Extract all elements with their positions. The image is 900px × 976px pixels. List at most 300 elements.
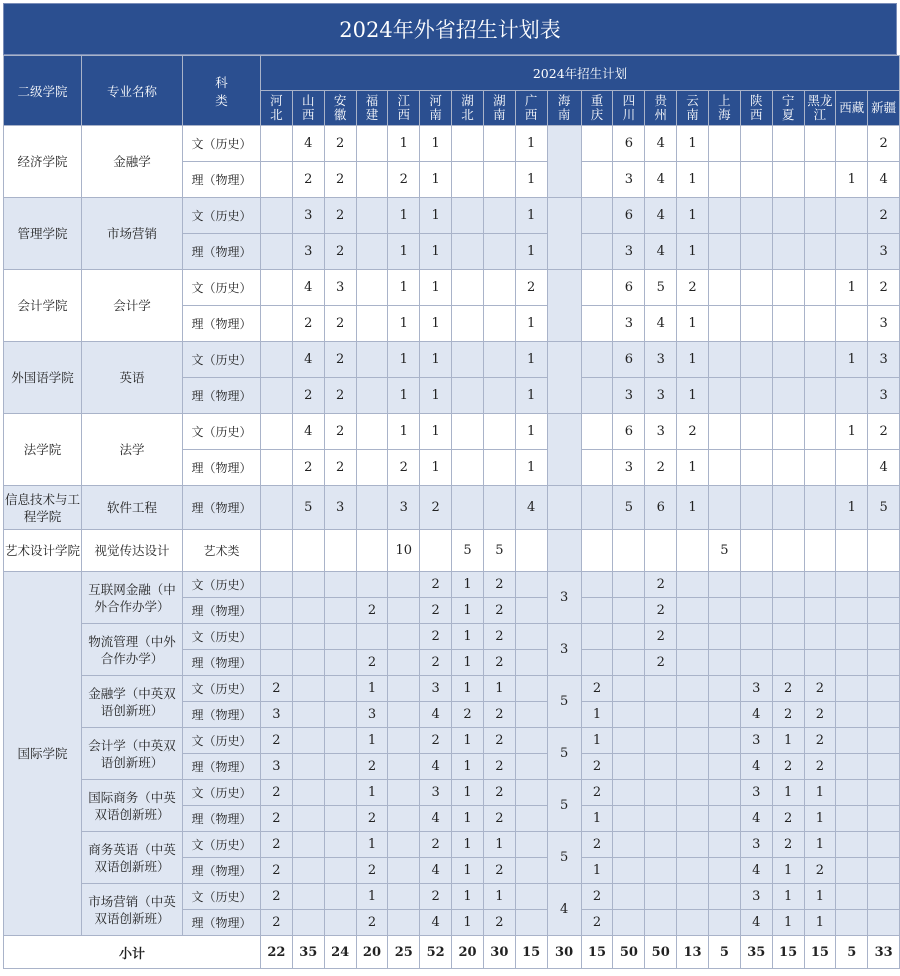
value-cell (740, 486, 772, 530)
table-row (4, 832, 900, 858)
value-cell: 2 (420, 598, 452, 624)
value-cell: 4 (740, 910, 772, 936)
subject-cell: 理（物理） (183, 702, 261, 728)
value-cell (645, 530, 677, 572)
total-value-cell: 33 (868, 936, 900, 969)
value-cell: 2 (804, 676, 836, 702)
value-cell: 3 (613, 450, 645, 486)
subject-cell: 理（物理） (183, 650, 261, 676)
value-cell (708, 234, 740, 270)
value-cell: 2 (868, 414, 900, 450)
value-cell (836, 780, 868, 806)
total-value-cell: 15 (515, 936, 547, 969)
value-cell (677, 728, 709, 754)
table-row (4, 414, 900, 450)
value-cell (708, 728, 740, 754)
value-cell: 2 (645, 650, 677, 676)
subject-cell: 理（物理） (183, 162, 261, 198)
value-cell (324, 572, 356, 598)
value-cell (452, 414, 484, 450)
value-cell: 1 (804, 832, 836, 858)
value-cell (772, 598, 804, 624)
value-cell: 1 (836, 342, 868, 378)
value-cell: 2 (324, 342, 356, 378)
value-cell (515, 624, 547, 650)
value-cell: 3 (868, 234, 900, 270)
value-cell: 3 (868, 378, 900, 414)
value-cell (261, 450, 293, 486)
value-cell: 5 (868, 486, 900, 530)
province-header: 福 建 (356, 91, 388, 126)
subject-cell: 理（物理） (183, 306, 261, 342)
value-cell: 2 (581, 910, 613, 936)
value-cell (868, 650, 900, 676)
value-cell: 2 (292, 450, 324, 486)
value-cell: 1 (677, 234, 709, 270)
plan-table-page (3, 3, 897, 969)
value-cell: 2 (581, 780, 613, 806)
value-cell: 3 (324, 270, 356, 306)
value-cell: 2 (292, 162, 324, 198)
value-cell: 2 (356, 598, 388, 624)
major-cell: 会计学（中英双语创新班） (82, 728, 183, 780)
value-cell (804, 530, 836, 572)
value-cell (645, 806, 677, 832)
value-cell (740, 306, 772, 342)
value-cell: 6 (613, 126, 645, 162)
value-cell (740, 162, 772, 198)
major-cell: 软件工程 (82, 486, 183, 530)
value-cell (388, 598, 420, 624)
value-cell (581, 414, 613, 450)
value-cell (292, 754, 324, 780)
value-cell (708, 162, 740, 198)
value-cell: 6 (613, 198, 645, 234)
subject-cell: 文（历史） (183, 884, 261, 910)
value-cell (708, 884, 740, 910)
value-cell (677, 754, 709, 780)
value-cell (836, 858, 868, 884)
value-cell: 1 (515, 234, 547, 270)
value-cell (804, 624, 836, 650)
value-cell (708, 126, 740, 162)
table-row (4, 486, 900, 530)
value-cell (708, 806, 740, 832)
value-cell (836, 624, 868, 650)
value-cell: 1 (836, 486, 868, 530)
value-cell: 2 (420, 650, 452, 676)
value-cell (836, 754, 868, 780)
value-cell (613, 806, 645, 832)
value-cell (804, 306, 836, 342)
value-cell: 1 (420, 126, 452, 162)
province-header: 云 南 (677, 91, 709, 126)
hainan-cell: 5 (547, 676, 581, 728)
hainan-cell: 5 (547, 832, 581, 884)
value-cell (804, 162, 836, 198)
value-cell (740, 624, 772, 650)
subject-cell: 文（历史） (183, 624, 261, 650)
major-cell: 市场营销 (82, 198, 183, 270)
value-cell (292, 650, 324, 676)
province-header: 重 庆 (581, 91, 613, 126)
value-cell (868, 598, 900, 624)
value-cell (452, 306, 484, 342)
subject-cell: 理（物理） (183, 910, 261, 936)
value-cell: 2 (483, 910, 515, 936)
value-cell: 1 (388, 234, 420, 270)
value-cell (356, 414, 388, 450)
value-cell: 2 (483, 702, 515, 728)
value-cell: 1 (772, 884, 804, 910)
value-cell (581, 530, 613, 572)
value-cell (645, 728, 677, 754)
value-cell: 2 (677, 270, 709, 306)
value-cell (261, 198, 293, 234)
value-cell: 1 (483, 676, 515, 702)
value-cell (645, 832, 677, 858)
value-cell: 1 (420, 450, 452, 486)
value-cell: 1 (452, 650, 484, 676)
value-cell: 2 (356, 806, 388, 832)
value-cell: 3 (420, 780, 452, 806)
value-cell: 1 (388, 270, 420, 306)
value-cell: 2 (324, 378, 356, 414)
value-cell (645, 910, 677, 936)
value-cell (292, 780, 324, 806)
value-cell: 1 (515, 414, 547, 450)
value-cell: 5 (708, 530, 740, 572)
value-cell (324, 858, 356, 884)
value-cell (261, 486, 293, 530)
subject-cell: 理（物理） (183, 486, 261, 530)
major-cell: 会计学 (82, 270, 183, 342)
value-cell (292, 806, 324, 832)
value-cell: 3 (645, 378, 677, 414)
value-cell: 3 (613, 306, 645, 342)
header-plan-group: 2024年招生计划 (261, 56, 900, 91)
value-cell: 3 (740, 832, 772, 858)
value-cell (356, 624, 388, 650)
value-cell (868, 624, 900, 650)
value-cell: 3 (261, 702, 293, 728)
value-cell (515, 676, 547, 702)
value-cell: 10 (388, 530, 420, 572)
table-row (4, 530, 900, 572)
value-cell (804, 598, 836, 624)
value-cell: 2 (804, 702, 836, 728)
value-cell (804, 650, 836, 676)
value-cell (324, 728, 356, 754)
value-cell: 2 (324, 306, 356, 342)
table-row (4, 270, 900, 306)
value-cell: 2 (645, 624, 677, 650)
value-cell (388, 650, 420, 676)
value-cell (868, 728, 900, 754)
value-cell (836, 450, 868, 486)
value-cell: 2 (324, 198, 356, 234)
value-cell (356, 198, 388, 234)
value-cell (452, 234, 484, 270)
total-value-cell: 22 (261, 936, 293, 969)
value-cell (677, 676, 709, 702)
value-cell: 1 (772, 780, 804, 806)
value-cell: 2 (324, 414, 356, 450)
value-cell (515, 832, 547, 858)
value-cell: 1 (515, 198, 547, 234)
value-cell (836, 234, 868, 270)
value-cell (515, 910, 547, 936)
table-row (4, 676, 900, 702)
value-cell: 4 (645, 162, 677, 198)
value-cell (613, 832, 645, 858)
enrollment-plan-table (3, 55, 900, 969)
value-cell (804, 378, 836, 414)
value-cell: 1 (772, 858, 804, 884)
value-cell (388, 728, 420, 754)
value-cell (708, 910, 740, 936)
college-cell: 经济学院 (4, 126, 82, 198)
subject-cell: 理（物理） (183, 858, 261, 884)
value-cell (292, 676, 324, 702)
value-cell (356, 306, 388, 342)
value-cell: 1 (356, 728, 388, 754)
value-cell (324, 780, 356, 806)
table-row (4, 572, 900, 598)
value-cell (677, 806, 709, 832)
province-header: 黑龙 江 (804, 91, 836, 126)
province-header: 山 西 (292, 91, 324, 126)
value-cell: 5 (613, 486, 645, 530)
value-cell (613, 650, 645, 676)
value-cell: 2 (261, 676, 293, 702)
value-cell: 6 (645, 486, 677, 530)
value-cell (292, 910, 324, 936)
value-cell: 1 (772, 728, 804, 754)
value-cell (515, 702, 547, 728)
value-cell (261, 572, 293, 598)
value-cell (836, 832, 868, 858)
value-cell: 2 (420, 572, 452, 598)
value-cell: 2 (804, 754, 836, 780)
value-cell: 4 (515, 486, 547, 530)
value-cell (515, 858, 547, 884)
value-cell (772, 572, 804, 598)
value-cell (613, 910, 645, 936)
value-cell (836, 572, 868, 598)
value-cell (772, 486, 804, 530)
value-cell (483, 450, 515, 486)
value-cell (708, 702, 740, 728)
value-cell (356, 572, 388, 598)
major-cell: 视觉传达设计 (82, 530, 183, 572)
value-cell: 5 (483, 530, 515, 572)
value-cell (740, 234, 772, 270)
value-cell: 1 (420, 162, 452, 198)
value-cell: 1 (581, 806, 613, 832)
value-cell (613, 780, 645, 806)
value-cell: 1 (388, 126, 420, 162)
value-cell (772, 378, 804, 414)
value-cell: 3 (645, 342, 677, 378)
value-cell (388, 780, 420, 806)
value-cell (261, 414, 293, 450)
value-cell: 1 (836, 270, 868, 306)
value-cell: 1 (452, 832, 484, 858)
value-cell (836, 530, 868, 572)
value-cell (261, 378, 293, 414)
value-cell (324, 650, 356, 676)
value-cell (740, 598, 772, 624)
value-cell (292, 832, 324, 858)
value-cell (740, 378, 772, 414)
value-cell (708, 780, 740, 806)
value-cell: 2 (772, 702, 804, 728)
value-cell: 1 (515, 450, 547, 486)
value-cell (483, 378, 515, 414)
value-cell (515, 754, 547, 780)
value-cell: 1 (804, 910, 836, 936)
value-cell: 2 (483, 754, 515, 780)
value-cell (292, 858, 324, 884)
value-cell: 1 (677, 378, 709, 414)
value-cell (868, 780, 900, 806)
value-cell: 2 (324, 126, 356, 162)
value-cell (452, 342, 484, 378)
value-cell (677, 884, 709, 910)
value-cell: 1 (677, 198, 709, 234)
value-cell: 1 (356, 832, 388, 858)
subject-cell: 文（历史） (183, 572, 261, 598)
value-cell (708, 450, 740, 486)
value-cell (388, 702, 420, 728)
value-cell (740, 198, 772, 234)
value-cell: 1 (515, 378, 547, 414)
major-cell: 国际商务（中英双语创新班） (82, 780, 183, 832)
value-cell: 2 (292, 306, 324, 342)
subject-cell: 文（历史） (183, 342, 261, 378)
province-header: 陕 西 (740, 91, 772, 126)
value-cell: 1 (420, 342, 452, 378)
college-cell: 法学院 (4, 414, 82, 486)
table-row (4, 126, 900, 162)
value-cell: 4 (420, 702, 452, 728)
value-cell (515, 650, 547, 676)
value-cell: 1 (677, 450, 709, 486)
value-cell (772, 342, 804, 378)
value-cell (772, 270, 804, 306)
value-cell (613, 702, 645, 728)
subject-cell: 理（物理） (183, 754, 261, 780)
value-cell: 3 (292, 198, 324, 234)
college-cell: 国际学院 (4, 572, 82, 936)
value-cell: 1 (483, 832, 515, 858)
value-cell: 1 (388, 306, 420, 342)
value-cell: 4 (292, 270, 324, 306)
value-cell (483, 270, 515, 306)
value-cell (836, 126, 868, 162)
value-cell: 1 (420, 306, 452, 342)
value-cell (581, 450, 613, 486)
value-cell: 3 (324, 486, 356, 530)
hainan-cell (547, 126, 581, 198)
value-cell: 1 (677, 162, 709, 198)
province-header: 广 西 (515, 91, 547, 126)
subject-cell: 文（历史） (183, 126, 261, 162)
value-cell (452, 126, 484, 162)
value-cell: 4 (868, 162, 900, 198)
value-cell: 4 (645, 234, 677, 270)
value-cell (452, 198, 484, 234)
total-value-cell: 15 (772, 936, 804, 969)
value-cell: 3 (613, 378, 645, 414)
value-cell: 2 (261, 780, 293, 806)
value-cell (645, 780, 677, 806)
value-cell: 1 (804, 884, 836, 910)
value-cell (677, 650, 709, 676)
value-cell (708, 676, 740, 702)
college-cell: 外国语学院 (4, 342, 82, 414)
value-cell: 2 (261, 858, 293, 884)
value-cell (740, 342, 772, 378)
value-cell (388, 884, 420, 910)
value-cell (515, 780, 547, 806)
value-cell (708, 598, 740, 624)
value-cell (708, 198, 740, 234)
value-cell (581, 126, 613, 162)
value-cell: 1 (420, 414, 452, 450)
value-cell: 2 (772, 676, 804, 702)
total-value-cell: 35 (292, 936, 324, 969)
value-cell (420, 530, 452, 572)
value-cell (677, 780, 709, 806)
value-cell (677, 702, 709, 728)
subject-cell: 文（历史） (183, 414, 261, 450)
major-cell: 金融学（中英双语创新班） (82, 676, 183, 728)
table-title: 2024年外省招生计划表 (3, 3, 897, 55)
subject-cell: 理（物理） (183, 234, 261, 270)
value-cell: 3 (740, 780, 772, 806)
total-value-cell: 15 (804, 936, 836, 969)
total-value-cell: 20 (452, 936, 484, 969)
value-cell (708, 650, 740, 676)
value-cell: 1 (452, 572, 484, 598)
value-cell (388, 858, 420, 884)
value-cell (772, 162, 804, 198)
hainan-cell (547, 198, 581, 270)
value-cell (324, 754, 356, 780)
value-cell: 6 (613, 342, 645, 378)
value-cell: 1 (581, 858, 613, 884)
value-cell: 1 (388, 198, 420, 234)
value-cell: 1 (677, 306, 709, 342)
value-cell (677, 598, 709, 624)
value-cell: 2 (868, 270, 900, 306)
value-cell (708, 270, 740, 306)
value-cell: 2 (677, 414, 709, 450)
value-cell: 1 (356, 676, 388, 702)
value-cell: 2 (772, 832, 804, 858)
value-cell (804, 450, 836, 486)
value-cell (772, 126, 804, 162)
province-header: 上 海 (708, 91, 740, 126)
subject-cell: 理（物理） (183, 806, 261, 832)
value-cell: 1 (515, 306, 547, 342)
value-cell: 1 (420, 270, 452, 306)
subject-cell: 理（物理） (183, 450, 261, 486)
value-cell (261, 270, 293, 306)
total-value-cell: 24 (324, 936, 356, 969)
